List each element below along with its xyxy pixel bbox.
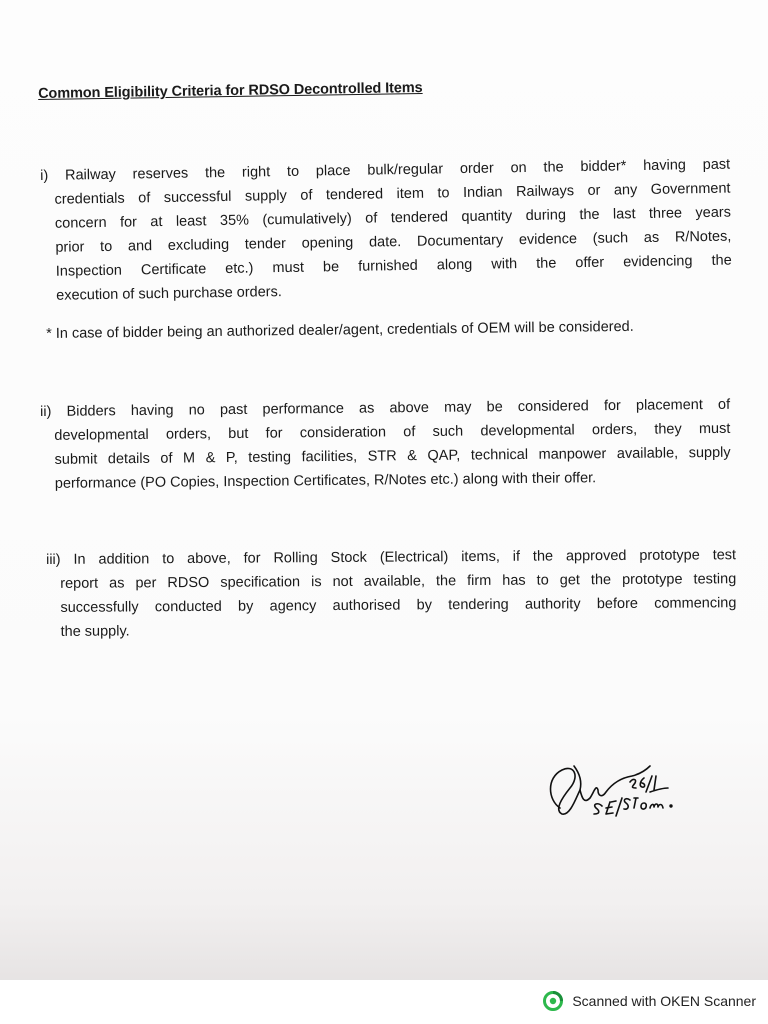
paragraph-line: ii) Bidders having no past performance as above may be considered for placement of [40, 396, 731, 420]
paragraph-line: developmental orders, but for consideration of such developmental orders, they must [54, 420, 731, 444]
paragraph-line: execution of such purchase orders. [56, 284, 282, 304]
paragraph-line: prior to and excluding tender opening date. Documentary evidence (such as R/Notes, [55, 228, 732, 256]
paragraph-line: concern for at least 35% (cumulatively) of tendered quantity during the last three years [54, 204, 732, 232]
handwritten-signature [540, 748, 690, 828]
bidder-footnote: * In case of bidder being an authorized dealer/agent, credentials of OEM will be considered. [46, 318, 634, 342]
scanner-label: Scanned with OKEN Scanner [572, 993, 756, 1009]
document-title: Common Eligibility Criteria for RDSO Decontrolled Items [38, 79, 423, 102]
scanner-watermark [542, 990, 756, 1012]
criteria-paragraph-2 [40, 393, 731, 496]
paragraph-line: submit details of M & P, testing facilities, STR & QAP, technical manpower available, supply [54, 444, 731, 468]
paragraph-line: report as per RDSO specification is not available, the firm has to get the prototype testing [60, 571, 737, 592]
oken-scanner-logo-icon [542, 990, 564, 1012]
paragraph-line: the supply. [60, 623, 130, 640]
paragraph-line: performance (PO Copies, Inspection Certificates, R/Notes etc.) along with their offer. [54, 470, 597, 492]
scanner-footer [0, 980, 768, 1024]
criteria-paragraph-1 [40, 153, 732, 308]
paragraph-line: iii) In addition to above, for Rolling Stock (Electrical) items, if the approved prototype test [46, 547, 737, 568]
paragraph-line: Inspection Certificate etc.) must be furnished along with the offer evidencing the [55, 252, 732, 280]
paragraph-line: credentials of successful supply of tendered item to Indian Railways or any Government [54, 180, 731, 208]
criteria-paragraph-3 [46, 543, 737, 644]
paragraph-line: i) Railway reserves the right to place bulk/regular order on the bidder* having past [40, 156, 731, 184]
paragraph-line: successfully conducted by agency authorised by tendering authority before commencing [60, 595, 737, 616]
